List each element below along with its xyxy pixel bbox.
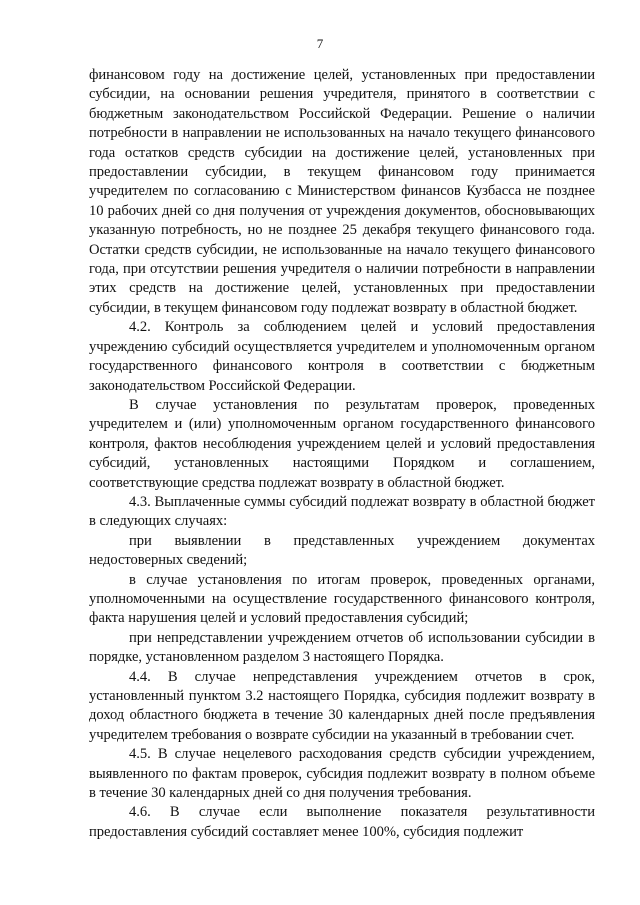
paragraph-4-4: 4.4. В случае непредставления учреждением отчетов в срок, установленный пунктом 3.2 настоящего Порядка, субсидия подлежит возврату в доход областного бюджета в течение 30 календарных дней после предъявления учредителем требования о возврате субсидии на указанный в требовании счет. [89,668,595,743]
list-item-inspection-violation: в случае установления по итогам проверок, проведенных органами, уполномоченными на осуществление государственного финансового контроля, факта нарушения целей и условий предоставления субсидий; [89,571,595,627]
page-number: 7 [316,36,324,51]
paragraph-4-5: 4.5. В случае нецелевого расходования средств субсидии учреждением, выявленного по фактам проверок, субсидия подлежит возврату в полном объеме в течение 30 календарных дней со дня получения требования. [89,746,595,802]
paragraph-continuation: финансовом году на достижение целей, установленных при предоставлении субсидии, на основании решения учредителя, принятого в соответствии с бюджетным законодательством Российской Федерации. Решение о наличии потребности в направлении не использованных на начало текущего финансового года остатков средств субсидии на достижение целей, установленных при предоставлении субсидии, в текущем финансовом году принимается учредителем по согласованию с Министерством финансов Кузбасса не позднее 10 рабочих дней со дня получения от учреждения документов, обосновывающих указанную потребность, но не позднее 25 декабря текущего финансового года. Остатки средств субсидии, не использованные на начало текущего финансового года, при отсутствии решения учредителя о наличии потребности в направлении этих средств на достижение целей, установленных при предоставлении субсидии, в текущем финансовом году подлежат возврату в областной бюджет. [89,67,595,316]
document-body [89,66,595,842]
paragraph-4-2: 4.2. Контроль за соблюдением целей и условий предоставления учреждению субсидий осуществляется учредителем и уполномоченным органом государственного финансового контроля в соответствии с бюджетным законодательством Российской Федерации. [89,319,595,394]
paragraph-4-6: 4.6. В случае если выполнение показателя результативности предоставления субсидий составляет менее 100%, субсидия подлежит [89,804,595,840]
paragraph-violation-refund: В случае установления по результатам проверок, проведенных учредителем и (или) уполномоченным органом государственного финансового контроля, фактов несоблюдения учреждением целей и условий предоставления субсидий, установленных настоящими Порядком и соглашением, соответствующие средства подлежат возврату в областной бюджет. [89,396,595,491]
list-item-missing-reports: при непредставлении учреждением отчетов об использовании субсидии в порядке, установленном разделом 3 настоящего Порядка. [89,629,595,666]
list-item-false-info: при выявлении в представленных учреждением документах недостоверных сведений; [89,532,595,569]
paragraph-4-3: 4.3. Выплаченные суммы субсидий подлежат возврату в областной бюджет в следующих случаях: [89,493,595,530]
